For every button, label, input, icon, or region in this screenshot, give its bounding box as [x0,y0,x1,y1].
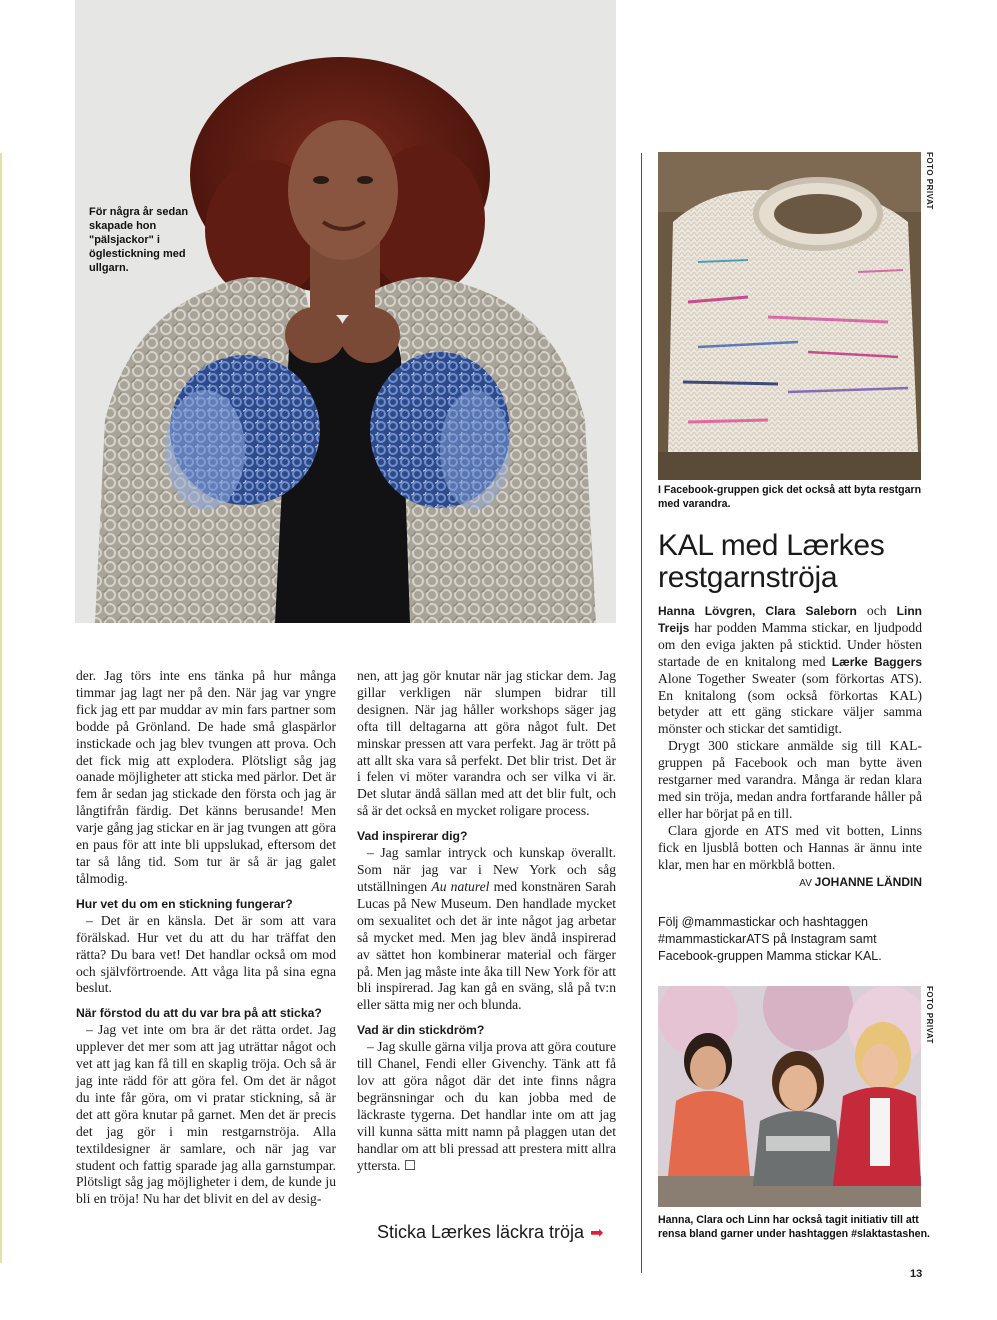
paragraph: Clara gjorde en ATS med vit botten, Linns fick en ljusblå botten och Hannas är ännu inte klar, men har en mörkblå botten. [658,822,922,872]
photo-credit: FOTO PRIVAT [925,986,934,1044]
host-names: Hanna Lövgren, Clara Saleborn [658,604,857,618]
page-number: 13 [910,1268,923,1280]
arrow-right-icon: ➡ [590,1225,604,1242]
byline-prefix: AV [799,877,815,889]
hero-illustration [75,0,616,623]
page-edge-mark [0,153,2,1263]
hero-photo [75,0,616,623]
hero-caption: För några år sedan skapade hon "pälsjackor" i öglestickning med ullgarn. [89,206,189,274]
friends-photo [658,986,921,1207]
question-heading: Vad inspirerar dig? [357,829,468,844]
text: och [856,603,897,618]
sidebar-body [658,603,922,892]
friends-caption: Hanna, Clara och Linn har också tagit initiativ till att rensa bland garner under hashtaggen #slaktastashen. [658,1214,930,1240]
sweater-photo [658,152,921,480]
paragraph: – Det är en känsla. Det är som att vara förälskad. Hur vet du att du har träffat den rätta? Du bara vet! Det handlar också om mod och självförtroende. Att våga lita på sina egna beslut. [76,912,336,996]
question-heading: Vad är din stickdröm? [357,1023,485,1038]
text: – Jag skulle gärna vilja prova att göra couture till Chanel, Fendi eller Givenchy. Tänk att få lov att göra något där det inte finns några begränsningar och du kan jobba med de läckraste tygerna. Det handlar inte om att jag vill kunna sätta mitt namn på plaggen utan det handlar om att bli pressad att prestera mitt allra yttersta. [357,1039,616,1173]
article-column-1 [76,668,336,1208]
sidebar-divider [641,153,642,1273]
paragraph: – Jag vet inte om bra är det rätta ordet. Jag upplever det mer som att jag uträttar något och vet att jag kan få till en skaplig tröja. Och så är jag inte rädd för att göra fel. Om det är något du inte får göra, om vi pratar stickning, så är det att göra knutar på garnet. Men det är precis det jag gör i min restgarnströja. Alla textildesigner är samlare, och när jag var student och fattig sparade jag alla garnstumpar. Plötsligt såg jag möjligheter i dem, de kunde ju bli en tröja! Nu har det blivit en del av desig- [76,1022,336,1207]
question-heading: Hur vet du om en stickning fungerar? [76,896,293,911]
question-heading: När förstod du att du var bra på att sticka? [76,1006,322,1021]
text: har podden Mamma stickar, en ljudpodd om den eviga jakten på sticktid. Under hösten startade de en knitalong med [658,619,922,669]
paragraph [658,603,922,738]
photo-credit: FOTO PRIVAT [925,152,934,210]
text: Alone Together Sweater (som förkortas ATS). En knitalong (som också förkortas KAL) betyder att ett gäng stickare väljer samma mönster och stickar det samtidigt. [658,670,922,737]
pattern-link-label: Sticka Lærkes läckra tröja [377,1222,585,1242]
pattern-link[interactable] [377,1222,603,1243]
friends-illustration [658,986,921,1207]
text: med konstnären Sarah Lucas på New Museum. Den handlade mycket om sexualitet och det är inte något jag arbetar så mycket med. Men jag blev ändå inspirerad av sättet hon kombinerar material och färger på. Men jag måste inte åka till New York för att bli inspirerad. Jag kan gå en sväng, slå på tv:n eller sätta mig ner och blunda. [357,878,616,1013]
byline [658,874,922,893]
designer-name: Lærke Baggers [831,654,922,669]
sweater-caption: I Facebook-gruppen gick det också att byta restgarn med varandra. [658,484,922,510]
text: – Jag samlar intryck och kunskap överallt. Som när jag var i New York och såg utställningen [357,845,616,894]
paragraph: nen, att jag gör knutar när jag stickar dem. Jag gillar verkligen när slumpen bidrar till designen. När jag håller workshops säger jag ofta till deltagarna att göra något fult. Det minskar pressen att vara perfekt. Jag är trött på att allt ska vara så perfekt. Det blir trist. Det är i felen vi möter varandra och ser vilka vi är. Det slutar ändå sällan med att det blir fult, och så är det också en mycket roligare process. [357,668,616,819]
paragraph: der. Jag törs inte ens tänka på hur många timmar jag lagt ner på den. När jag var yngre fick jag ett par muddar av min fars partner som bodde på Grönland. De hade små glaspärlor instickade och jag blev tvungen att prova. Och det fick mig att explodera. Plötsligt såg jag oanade möjligheter att sticka med pärlor. Det är fem år sedan jag stickade den första och jag är långtifrån färdig. Det känns berusande! Men varje gång jag stickar en är jag tvungen att göra en paus för att inte bli uppslukad, eftersom det tar så lång tid. Som tur är så är jag galet tålmodig. [76,668,336,886]
sweater-illustration [658,152,921,480]
follow-info: Följ @mammastickar och hashtaggen #mammastickarATS på Instagram samt Facebook-gruppen Mamma stickar KAL. [658,915,882,963]
sidebar-title: KAL med Lærkes restgarnströja [658,529,885,594]
article-column-2 [357,668,616,1174]
author-name: JOHANNE LÄNDIN [814,874,922,889]
end-mark: ☐ [403,1157,417,1173]
exhibition-title: Au naturel [431,878,490,894]
paragraph: Drygt 300 stickare anmälde sig till KAL-gruppen på Facebook och man bytte även restgarner med varandra. Många är redan klara med sin tröja, medan andra fortfarande håller på eller har börjat på en till. [658,738,922,821]
paragraph [357,1039,616,1174]
paragraph [357,845,616,1014]
host-name: Linn Treijs [658,604,922,635]
